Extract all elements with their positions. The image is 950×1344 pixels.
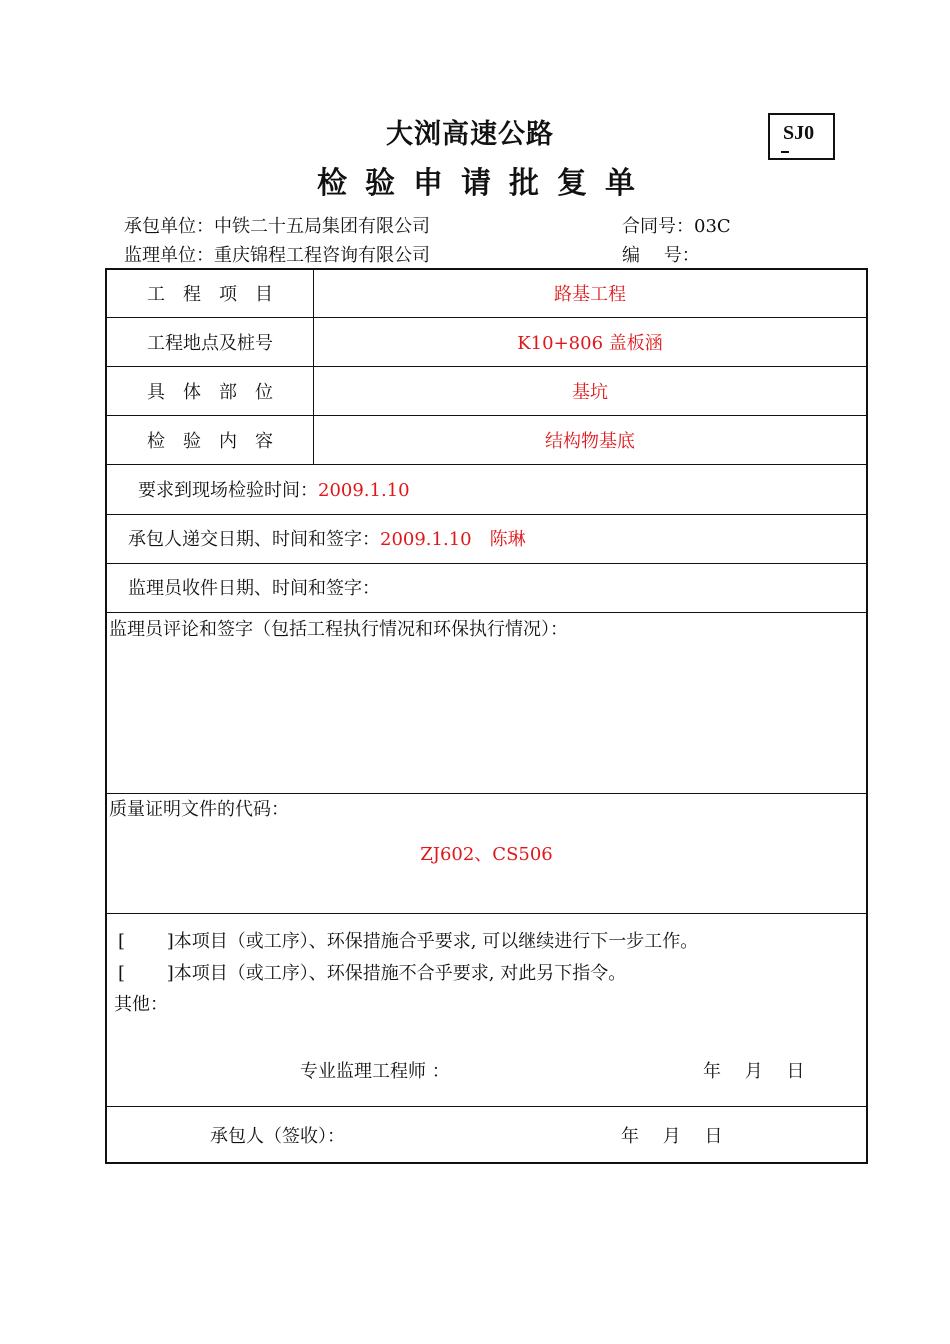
row-divider	[105, 464, 868, 465]
contract-no: 03C	[694, 216, 731, 237]
project-label: 工 程 项 目	[147, 284, 273, 305]
quality-value: ZJ602、CS506	[420, 844, 553, 865]
submit-row	[128, 530, 526, 550]
option-reject: [ ]本项目（或工序）、环保措施不合乎要求, 对此另下指令。	[118, 963, 627, 984]
engineer-label: 专业监理工程师 ：	[300, 1061, 450, 1082]
content-value: 结构物基底	[545, 431, 635, 452]
row-divider	[105, 366, 868, 367]
row-divider	[105, 317, 868, 318]
receive-label: 监理员收件日期、时间和签字：	[128, 578, 380, 599]
other-label: 其他：	[114, 994, 168, 1015]
document-subtitle: 检验申请批复单	[317, 166, 653, 201]
contractor-line	[124, 212, 430, 238]
project-value: 路基工程	[554, 284, 626, 305]
content-label: 检 验 内 容	[147, 431, 273, 452]
document-title: 大浏高速公路	[386, 119, 554, 150]
supervisor-line	[124, 241, 430, 267]
row-divider	[105, 793, 868, 794]
part-label: 具 体 部 位	[147, 382, 273, 403]
contractor-label: 承包单位：	[124, 216, 214, 237]
contractor-name: 中铁二十五局集团有限公司	[214, 216, 430, 237]
row-divider	[105, 563, 868, 564]
submit-label: 承包人递交日期、时间和签字：	[128, 529, 380, 550]
quality-label: 质量证明文件的代码：	[109, 799, 289, 820]
contract-no-label: 合同号：	[622, 216, 694, 237]
comment-label: 监理员评论和签字（包括工程执行情况和环保执行情况）：	[109, 619, 568, 640]
form-code: SJ0	[783, 122, 815, 144]
row-divider	[105, 913, 868, 914]
submit-value: 2009.1.10 陈琳	[380, 529, 526, 550]
row-divider	[105, 612, 868, 613]
contract-no-line	[622, 212, 731, 238]
inspect-time-value: 2009.1.10	[318, 480, 410, 501]
row-divider	[105, 514, 868, 515]
contractor-sign-date: 年 月 日	[621, 1126, 723, 1147]
option-approve: [ ]本项目（或工序）、环保措施合乎要求, 可以继续进行下一步工作。	[118, 931, 699, 952]
inspect-time-label: 要求到现场检验时间：	[138, 480, 318, 501]
row-divider	[105, 415, 868, 416]
row-divider	[105, 1106, 868, 1107]
supervisor-label: 监理单位：	[124, 245, 214, 266]
contractor-sign-label: 承包人（签收）：	[210, 1126, 345, 1147]
form-code-underscore	[781, 151, 789, 153]
location-label: 工程地点及桩号	[147, 333, 273, 354]
location-value: K10+806 盖板涵	[517, 333, 663, 354]
inspect-time-row	[138, 481, 410, 501]
serial-no-label: 编 号：	[622, 245, 700, 266]
part-value: 基坑	[572, 382, 608, 403]
supervisor-name: 重庆锦程工程咨询有限公司	[214, 245, 430, 266]
engineer-date: 年 月 日	[703, 1061, 805, 1082]
